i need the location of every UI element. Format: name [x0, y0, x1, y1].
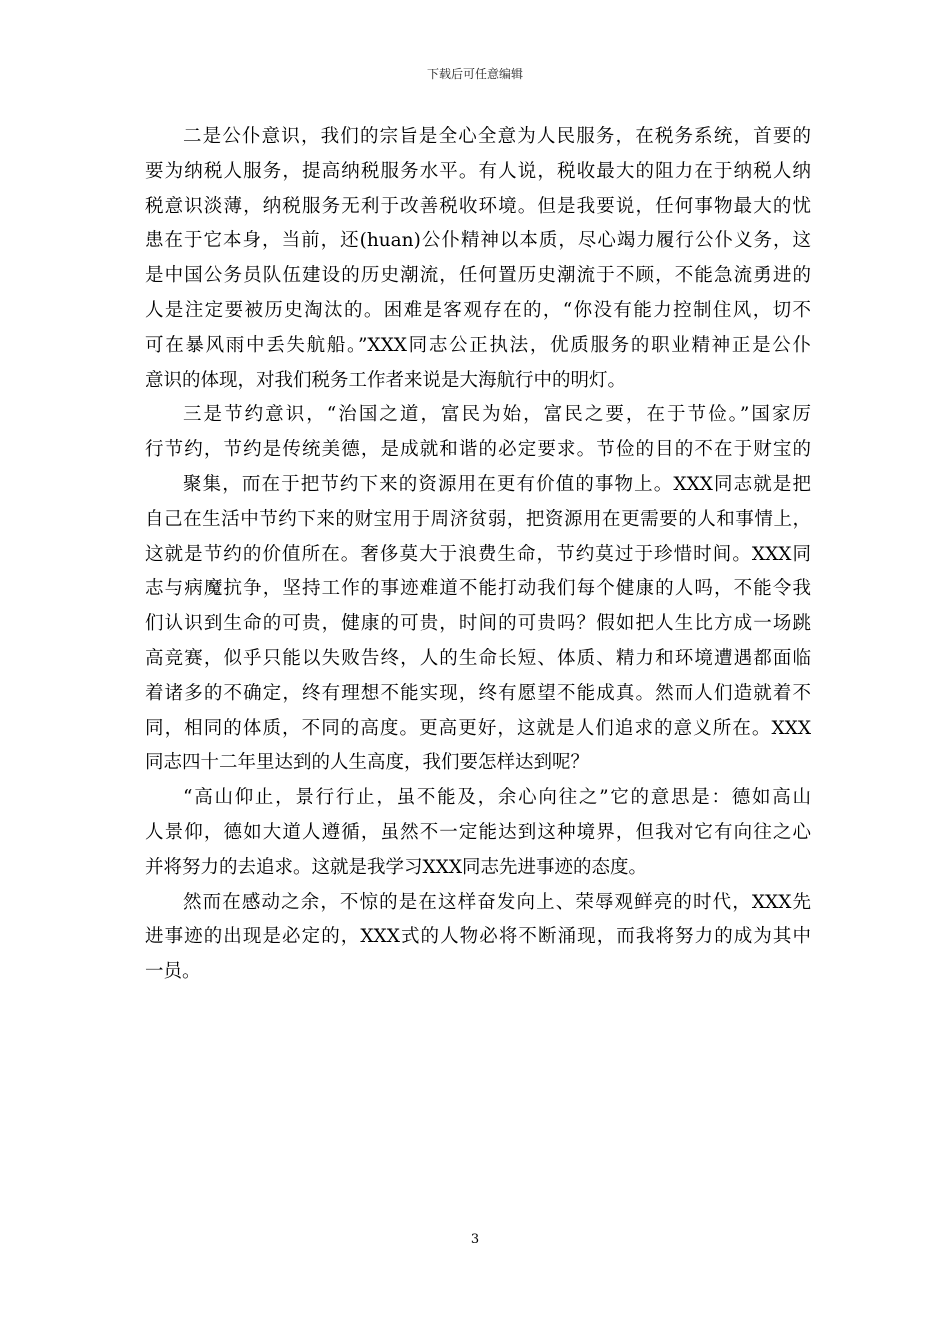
- text-line: 行节约，节约是传统美德，是成就和谐的必定要求。节俭的目的不在于财宝的: [145, 439, 811, 461]
- text-line: 自己在生活中节约下来的财宝用于周济贫弱，把资源用在更需要的人和事情上，: [145, 508, 811, 530]
- text-line: 三是节约意识，“治国之道，富民为始，富民之要，在于节俭。”国家厉: [183, 404, 811, 426]
- text-line: 一员。: [145, 961, 201, 983]
- text-line: 二是公仆意识，我们的宗旨是全心全意为人民服务，在税务系统，首要的: [183, 126, 811, 147]
- text-line: 志与病魔抗争，坚持工作的事迹难道不能打动我们每个健康的人吗，不能令我: [145, 578, 811, 600]
- text-line: 是中国公务员队伍建设的历史潮流，任何置历史潮流于不顾，不能急流勇进的: [145, 265, 811, 287]
- text-line: 然而在感动之余，不惊的是在这样奋发向上、荣辱观鲜亮的时代，XXX先: [183, 891, 811, 913]
- text-line: 聚集，而在于把节约下来的资源用在更有价值的事物上。XXX同志就是把: [183, 473, 811, 495]
- text-line: 们认识到生命的可贵，健康的可贵，时间的可贵吗？假如把人生比方成一场跳: [145, 613, 811, 635]
- text-line: 同，相同的体质，不同的高度。更高更好，这就是人们追求的意义所在。XXX: [145, 717, 811, 739]
- page-header: 下载后可任意编辑: [426, 67, 523, 81]
- text-line: 并将努力的去追求。这就是我学习XXX同志先进事迹的态度。: [145, 856, 648, 878]
- text-line: 同志四十二年里达到的人生高度，我们要怎样达到呢？: [145, 752, 590, 774]
- text-line: 高竞赛，似乎只能以失败告终，人的生命长短、体质、精力和环境遭遇都面临: [145, 647, 811, 669]
- text-line: “高山仰止，景行行止，虽不能及，余心向往之”它的意思是：德如高山: [183, 787, 811, 809]
- text-line: 人景仰，德如大道人遵循，虽然不一定能达到这种境界，但我对它有向往之心: [145, 821, 811, 843]
- text-line: 患在于它本身，当前，还(huan)公仆精神以本质，尽心竭力履行公仆义务，这: [145, 230, 811, 252]
- page-number: 3: [470, 1232, 480, 1247]
- text-line: 进事迹的出现是必定的，XXX式的人物必将不断涌现，而我将努力的成为其中: [145, 926, 811, 948]
- text-line: 意识的体现，对我们税务工作者来说是大海航行中的明灯。: [145, 369, 627, 391]
- text-line: 人是注定要被历史淘汰的。困难是客观存在的，“你没有能力控制住风，切不: [145, 299, 811, 321]
- text-line: 这就是节约的价值所在。奢侈莫大于浪费生命，节约莫过于珍惜时间。XXX同: [145, 543, 811, 565]
- document-body: [145, 120, 811, 990]
- text-line: 可在暴风雨中丢失航船。”XXX同志公正执法，优质服务的职业精神正是公仆: [145, 334, 811, 356]
- text-line: 着诸多的不确定，终有理想不能实现，终有愿望不能成真。然而人们造就着不: [145, 682, 811, 704]
- text-line: 要为纳税人服务，提高纳税服务水平。有人说，税收最大的阻力在于纳税人纳: [145, 160, 811, 182]
- text-line: 税意识淡薄，纳税服务无利于改善税收环境。但是我要说，任何事物最大的忧: [145, 195, 811, 217]
